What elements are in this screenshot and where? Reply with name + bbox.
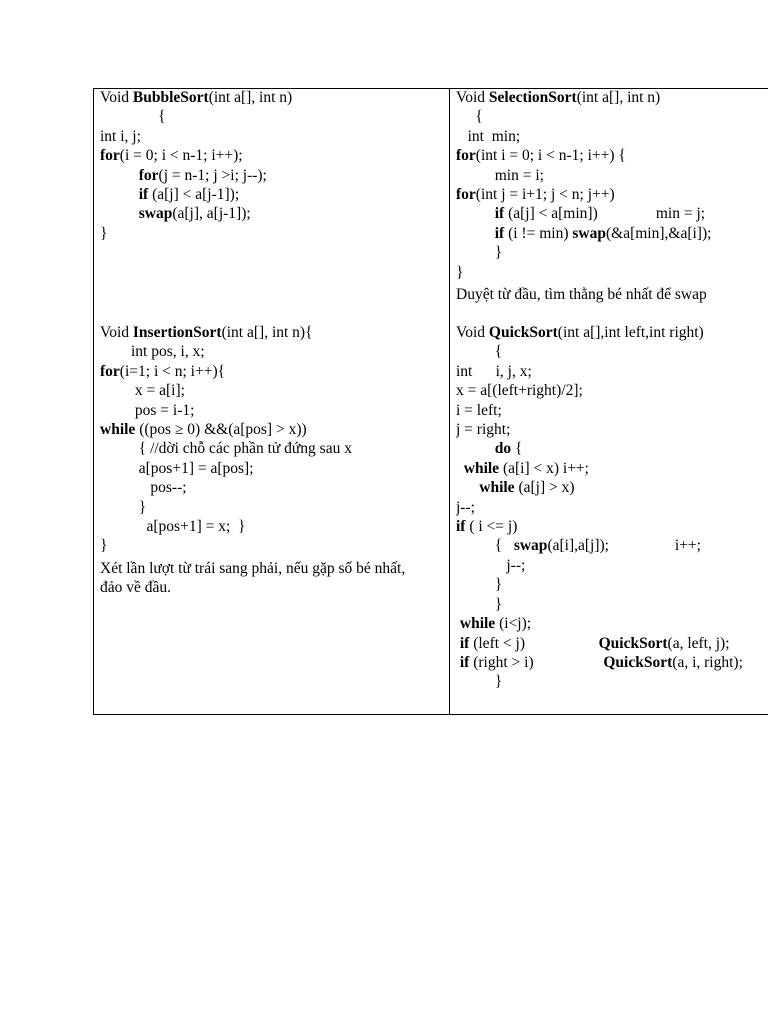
quick-sort-code: Void QuickSort(int a[],int left,int right) { int i, j, x; x = a[(left+right)/2]; i = left; j = right; do { while (a[i] < x) i++; while (a[j] > x) j--; if ( i <= j) { swap(a[i],a[j]); i++; j--; } } while (i<j); if (left < j) QuickSort(a, left, j); if (right > i) QuickSort(a, i, right); }: [456, 324, 743, 691]
quick-sort-cell: [456, 323, 768, 713]
selection-sort-code: Void SelectionSort(int a[], int n) { int min; for(int i = 0; i < n-1; i++) { min = i; for(int j = i+1; j < n; j++) if (a[j] < a[min]) min = j; if (i != min) swap(&a[min],&a[i]); } }: [456, 89, 712, 281]
bubble-sort-code: Void BubbleSort(int a[], int n) { int i, j; for(i = 0; i < n-1; i++); for(j = n-1; j >i; j--); if (a[j] < a[j-1]); swap(a[j], a[j-1]); }: [100, 89, 293, 242]
insertion-sort-code: Void InsertionSort(int a[], int n){ int pos, i, x; for(i=1; i < n; i++){ x = a[i]; pos = i-1; while ((pos ≥ 0) &&(a[pos] > x)) { //dời chỗ các phần tử đứng sau x a[pos+1] = a[pos]; pos--; } a[pos+1] = x; } }: [100, 324, 352, 555]
column-divider: [449, 88, 450, 715]
bubble-sort-cell: [100, 88, 446, 323]
selection-sort-note: Duyệt từ đầu, tìm thằng bé nhất để swap: [456, 286, 707, 303]
insertion-sort-note: Xét lần lượt từ trái sang phải, nếu gặp số bé nhất, đảo về đầu.: [100, 560, 406, 597]
insertion-sort-cell: [100, 323, 446, 713]
